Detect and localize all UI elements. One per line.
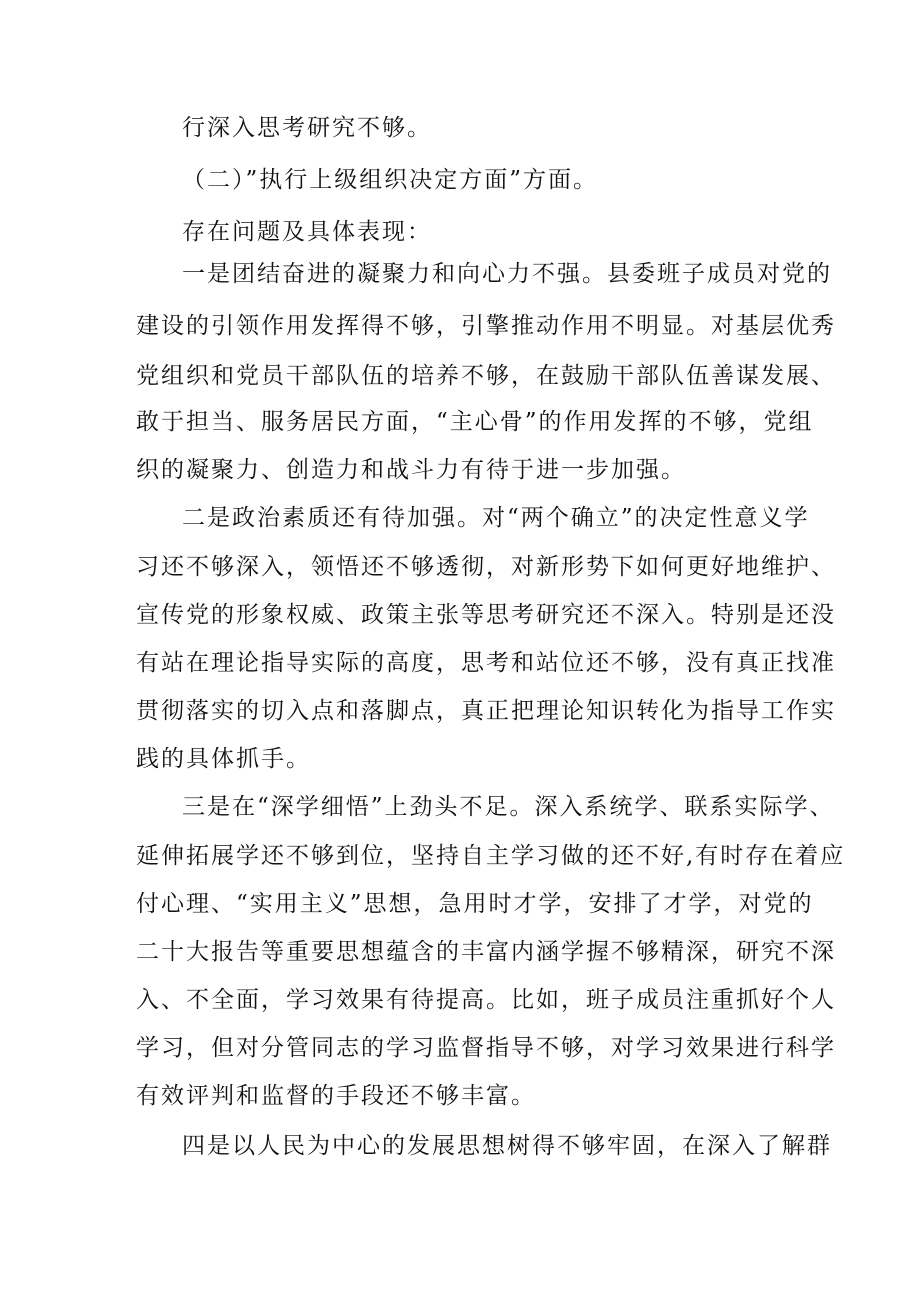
text-line: 行深入思考研究不够。	[182, 115, 432, 141]
paragraph-2-line: 有站在理论指导实际的高度，思考和站位还不够，没有真正找准	[136, 650, 836, 676]
paragraph-1-line: 党组织和党员干部队伍的培养不够，在鼓励干部队伍善谋发展、	[136, 363, 836, 389]
paragraph-2-line: 宣传党的形象权威、政策主张等思考研究还不深入。特别是还没	[136, 602, 836, 628]
paragraph-3-line: 有效评判和监督的手段还不够丰富。	[136, 1083, 536, 1109]
paragraph-4-line: 四是以人民为中心的发展思想树得不够牢固，在深入了解群	[182, 1133, 832, 1159]
paragraph-2-line: 践的具体抓手。	[136, 746, 311, 772]
paragraph-2-line: 二是政治素质还有待加强。对“两个确立”的决定性意义学	[182, 505, 810, 531]
section-heading: （二）”执行上级组织决定方面”方面。	[182, 167, 599, 193]
paragraph-3-line: 二十大报告等重要思想蕴含的丰富内涵学握不够精深，研究不深	[136, 939, 836, 965]
paragraph-1-line: 建设的引领作用发挥得不够，引擎推动作用不明显。对基层优秀	[136, 313, 836, 339]
paragraph-2-line: 贯彻落实的切入点和落脚点，真正把理论知识转化为指导工作实	[136, 698, 836, 724]
paragraph-1-line: 织的凝聚力、创造力和战斗力有待于进一步加强。	[136, 457, 686, 483]
text-line: 存在问题及具体表现：	[182, 219, 432, 245]
paragraph-3-line: 延伸拓展学还不够到位，坚持自主学习做的还不好,有时存在着应	[136, 843, 846, 869]
paragraph-3-line: 入、不全面，学习效果有待提高。比如，班子成员注重抓好个人	[136, 987, 836, 1013]
paragraph-3-line: 学习，但对分管同志的学习监督指导不够，对学习效果进行科学	[136, 1035, 836, 1061]
paragraph-3-line: 付心理、“实用主义”思想，急用时才学，安排了才学，对党的	[136, 891, 814, 917]
paragraph-1-line: 敢于担当、服务居民方面，“主心骨”的作用发挥的不够，党组	[136, 409, 814, 435]
paragraph-1-line: 一是团结奋进的凝聚力和向心力不强。县委班子成员对党的	[182, 261, 832, 287]
paragraph-3-line: 三是在“深学细悟”上劲头不足。深入系统学、联系实际学、	[182, 794, 835, 820]
paragraph-2-line: 习还不够深入，领悟还不够透彻，对新形势下如何更好地维护、	[136, 554, 836, 580]
